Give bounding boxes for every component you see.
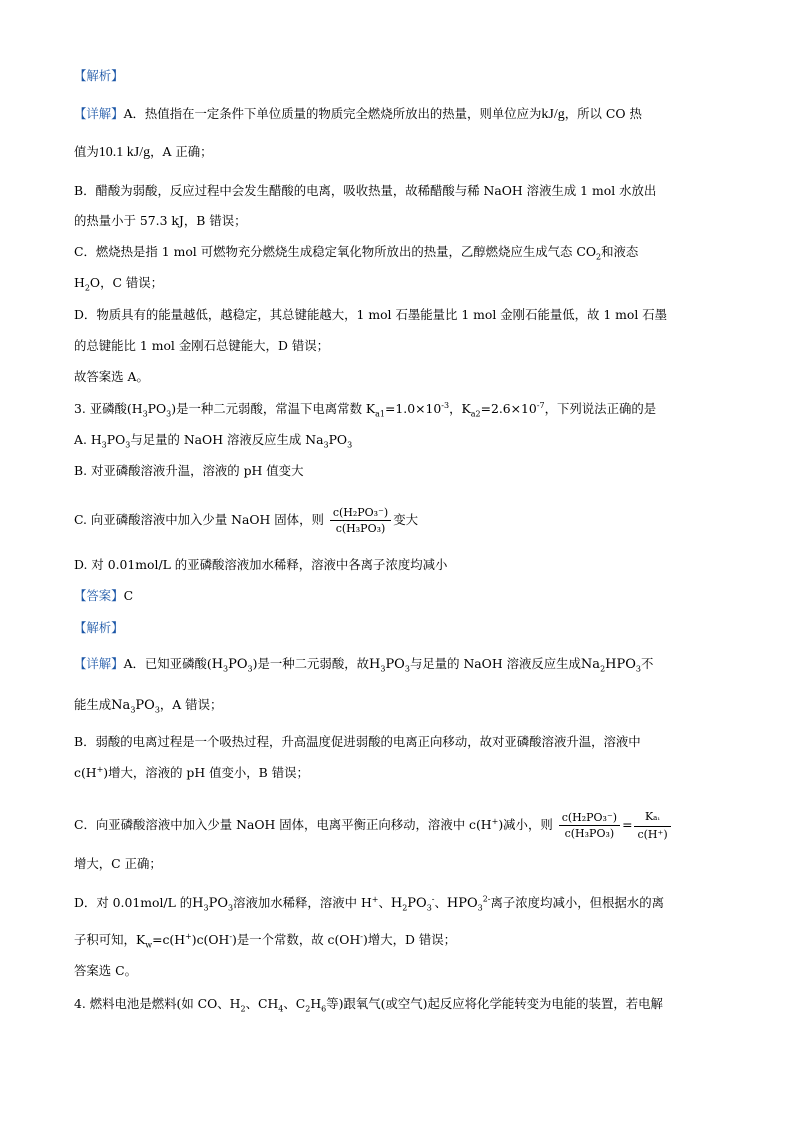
question-3-stem: 3. 亚磷酸$(H_3PO_3)$是一种二元弱酸，常温下电离常数 $K_{a1}=1.0\times 10^{-3}$，$K_{a2}=2.6\times 10^{-7}$，下列说法正确的是 [74,400,657,419]
conclusion-1: 故答案选 A。 [74,369,149,384]
explain-1-b-line-2: 的热量小于 57.3 kJ，B 错误； [74,213,247,228]
explain-2-a-line-2: 能生成$Na_3PO_3$，A 错误； [74,697,223,715]
explain-2-a-line-1: 【详解】A．已知亚磷酸$(H_3PO_3)$是一种二元弱酸，故$H_3PO_3$与足量的 NaOH 溶液反应生成$Na_2HPO_3$不 [74,656,654,674]
explain-2-d-line-2: 子积可知，$K_w=c(H^+)c(OH^-)$是一个常数，故 c(OH-)增大，D 错误； [74,931,457,950]
detail-tag: 【详解】 [74,106,124,121]
explain-1-b-line-1: B．醋酸为弱酸，反应过程中会发生醋酸的电离，吸收热量，故稀醋酸与稀 NaOH 溶液生成 1 mol 水放出 [74,183,657,198]
explain-2-c-line-2: 增大，C 正确； [74,856,162,871]
explain-1-d-line-2: 的总键能比 1 mol 金刚石总键能大，D 错误； [74,338,329,353]
answer-value: C [123,588,134,603]
fraction-h2po3-over-h3po3: $\frac{\text{c(H₂PO₃⁻)}}{\text{c(H₃PO₃)}}$ [330,506,391,535]
answer-tag: 【答案】 [74,588,124,603]
question-3-option-a: A. $H_3PO_3$与足量的 NaOH 溶液反应生成 $Na_3PO_3$ [74,432,353,450]
explain-2-b-line-2: c(H+)增大，溶液的 pH 值变小，B 错误； [74,764,309,780]
explain-1-d-line-1: D．物质具有的能量越低，越稳定，其总键能越大，1 mol 石墨能量比 1 mol 金刚石能量低，故 1 mol 石墨 [74,307,668,322]
explain-2-c-line-1: C．向亚磷酸溶液中加入少量 NaOH 固体，电离平衡正向移动，溶液中 c(H+)减小，则 $\frac{\text{c(H₂PO₃⁻)}}{\text{c(H₃PO₃)}}$ = $\frac{\text{Ka₁}}{c(H^+)}$ [74,810,673,841]
explain-2-d-line-1: D．对 0.01mol/L 的$H_3PO_3$溶液加水稀释，溶液中 H+、$H_2PO_3^-$、$HPO_3^{2-}$离子浓度均减小，但根据水的离 [74,894,664,913]
fraction-h2po3-over-h3po3-2: $\frac{\text{c(H₂PO₃⁻)}}{\text{c(H₃PO₃)}}$ [559,811,620,840]
explain-1-c-line-2: $H_2O$，C 错误； [74,275,164,293]
analysis-tag: 【解析】 [74,68,124,83]
analysis-tag-2: 【解析】 [74,620,124,635]
answer-line [74,588,133,604]
explain-1-a-line-1: 【详解】A．热值指在一定条件下单位质量的物质完全燃烧所放出的热量，则单位应为kJ/g，所以 CO 热 [74,106,642,122]
question-4-stem: 4. 燃料电池是燃料(如 CO、$H_2$、$CH_4$、$C_2H_6$等)跟氧气(或空气)起反应将化学能转变为电能的装置，若电解 [74,996,663,1014]
question-3-option-c: C. 向亚磷酸溶液中加入少量 NaOH 固体，则 $\frac{\text{c(H₂PO₃⁻)}}{\text{c(H₃PO₃)}}$ 变大 [74,506,418,535]
explain-1-a-line-2: 值为10.1 kJ/g，A 正确； [74,144,213,160]
explain-1-c-line-1: C．燃烧热是指 1 mol 可燃物充分燃烧生成稳定氧化物所放出的热量，乙醇燃烧应生成气态 $CO_2$和液态 [74,244,639,262]
conclusion-2: 答案选 C。 [74,963,137,978]
question-3-option-d: D. 对 0.01mol/L 的亚磷酸溶液加水稀释，溶液中各离子浓度均减小 [74,557,448,572]
explain-2-b-line-1: B．弱酸的电离过程是一个吸热过程，升高温度促进弱酸的电离正向移动，故对亚磷酸溶液升温，溶液中 [74,734,641,749]
question-3-option-b: B. 对亚磷酸溶液升温，溶液的 pH 值变大 [74,463,304,478]
detail-tag-2: 【详解】 [74,656,124,671]
fraction-ka1-over-h: $\frac{\text{Ka₁}}{c(H^+)}$ [634,810,670,841]
